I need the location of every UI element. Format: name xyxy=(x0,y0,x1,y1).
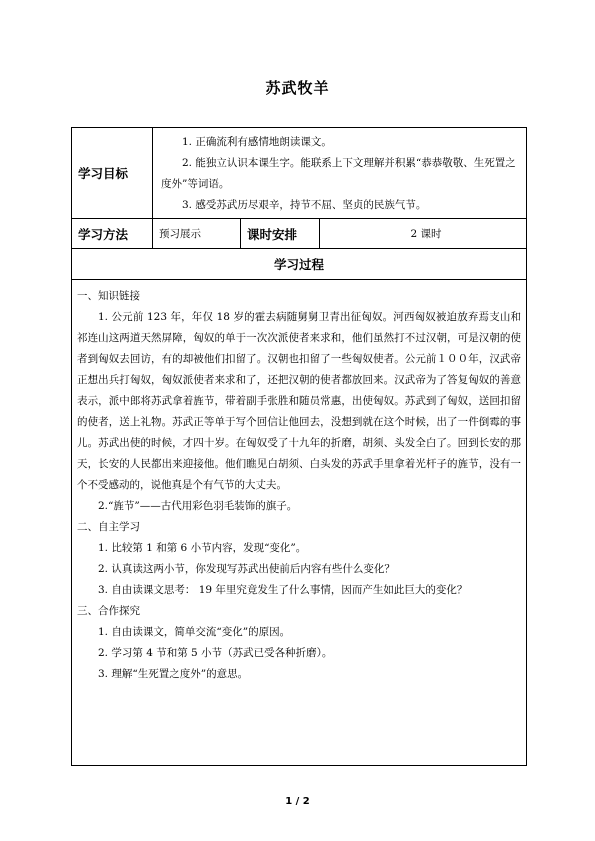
paragraph: 3. 理解“生死置之度外”的意思。 xyxy=(98,668,249,680)
lesson-plan-table xyxy=(71,127,527,766)
paragraph: 1. 比较第 1 和第 6 小节内容，发现“变化”。 xyxy=(98,542,307,554)
goal-item: 2. 能独立认识本课生字。能联系上下文理解并积累“恭恭敬敬、生死置之度外”等词语。 xyxy=(161,157,516,190)
paragraph: 2. 学习第 4 节和第 5 小节（苏武已受各种折磨）。 xyxy=(98,647,333,659)
goals-cell xyxy=(153,128,527,219)
section-heading: 二、自主学习 xyxy=(77,521,140,533)
process-heading: 学习过程 xyxy=(72,249,527,280)
paragraph: 2.“旌节”——古代用彩色羽毛装饰的旗子。 xyxy=(98,500,298,512)
method-row xyxy=(72,219,527,249)
process-heading-row xyxy=(72,249,527,280)
paragraph: 2. 认真读这两小节，你发现写苏武出使前后内容有些什么变化？ xyxy=(98,563,395,575)
schedule-label: 课时安排 xyxy=(241,219,320,249)
process-body-row xyxy=(72,280,527,766)
goals-label: 学习目标 xyxy=(72,128,153,219)
method-value: 预习展示 xyxy=(153,219,241,249)
paragraph: 1. 公元前 123 年，年仅 18 岁的霍去病随舅舅卫青出征匈奴。河西匈奴被迫放弃焉支山和祁连山这两道天然屏障，匈奴的单于一次次派使者来求和，他们虽然打不过汉朝，可是汉朝的使者到匈奴去回访，有的却被他们扣留了。汉朝也扣留了一些匈奴使者。公元前１００年，汉武帝正想出兵打匈奴，匈奴派使者来求和了，还把汉朝的使者都放回来。汉武帝为了答复匈奴的善意表示，派中郎将苏武拿着旌节，带着副手张胜和随员常惠，出使匈奴。苏武到了匈奴，送回扣留的使者，送上礼物。苏武正等单于写个回信让他回去，没想到就在这个时候，出了一件倒霉的事儿。苏武出使的时候，才四十岁。在匈奴受了十九年的折磨，胡须、头发全白了。回到长安的那天，长安的人民都出来迎接他。他们瞧见白胡须、白头发的苏武手里拿着光杆子的旌节，没有一个不受感动的，说他真是个有气节的大丈夫。 xyxy=(77,311,521,491)
page-number: 1 / 2 xyxy=(285,796,310,807)
section-heading: 三、合作探究 xyxy=(77,605,140,617)
goal-item: 3. 感受苏武历尽艰辛，持节不屈、坚贞的民族气节。 xyxy=(182,199,427,211)
paragraph: 3. 自由读课文思考： 19 年里究竟发生了什么事情，因而产生如此巨大的变化？ xyxy=(98,584,468,596)
schedule-value: 2 课时 xyxy=(320,219,527,249)
goals-row xyxy=(72,128,527,219)
goal-item: 1. 正确流利有感情地朗读课文。 xyxy=(182,136,332,148)
page-title: 苏武牧羊 xyxy=(265,79,330,97)
section-heading: 一、知识链接 xyxy=(77,290,140,302)
process-body xyxy=(72,280,527,766)
paragraph: 1. 自由读课文，简单交流“变化”的原因。 xyxy=(98,626,291,638)
method-label: 学习方法 xyxy=(72,219,153,249)
